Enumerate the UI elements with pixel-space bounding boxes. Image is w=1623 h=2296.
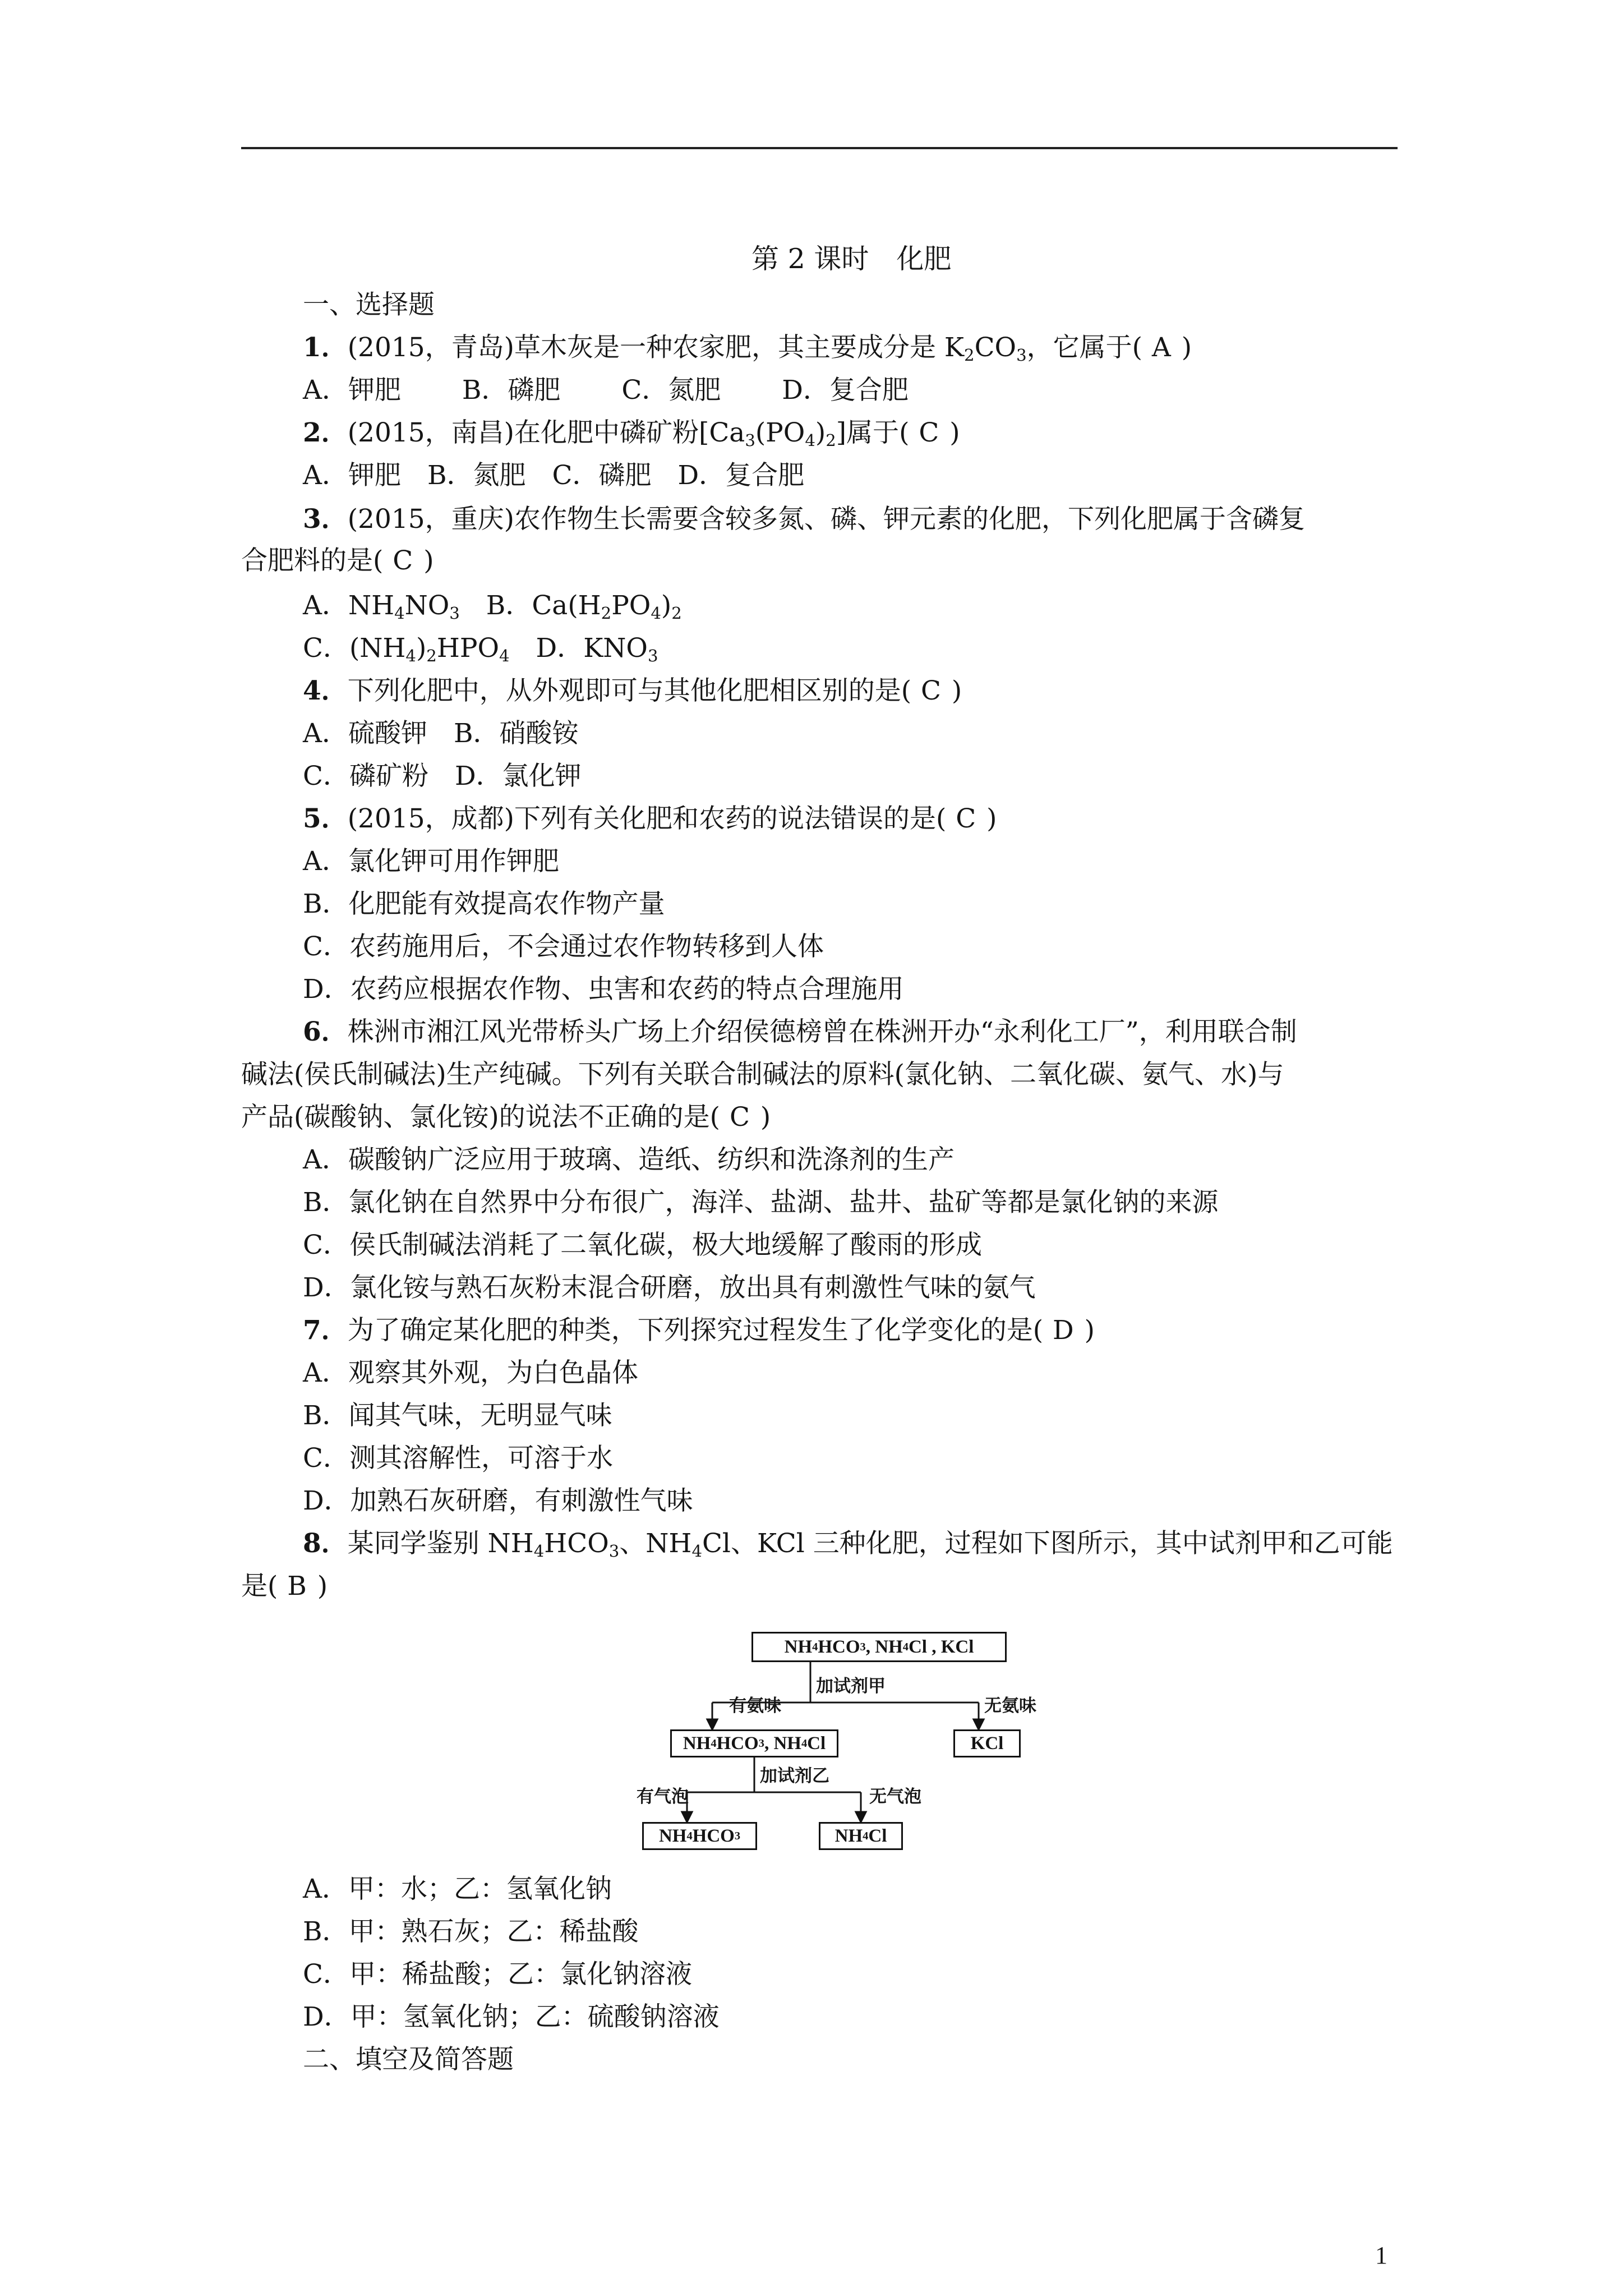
label-ammonia-smell: 有氨味 [729,1696,781,1716]
identification-flow-diagram [637,1630,1040,1857]
header-rule [241,147,1398,149]
label-add-reagent-yi: 加试剂乙 [760,1766,829,1786]
box-three-fertilizers: NH 4 HCO 3 , NH 4 Cl , KCl [751,1632,1007,1662]
question-3-cont: 合肥料的是( C ) [241,545,434,576]
answer-6: C [720,1102,760,1133]
question-3: 3．(2015，重庆)农作物生长需要含较多氮、磷、钾元素的化肥，下列化肥属于含磷复 [303,504,1305,535]
question-4: 4．下列化肥中，从外观即可与其他化肥相区别的是( C ) [303,675,962,706]
question-3-options-ab: A．$NH_4NO_3$ B．$Ca(H_2PO_4)_2$ [303,590,682,623]
question-5-option: C．农药施用后，不会通过农作物转移到人体 [303,931,824,962]
question-5-option: B．化肥能有效提高农作物产量 [303,889,665,919]
question-4-option-row: C．磷矿粉 D．氯化钾 [303,761,582,792]
question-6-option: D．氯化铵与熟石灰粉末混合研磨，放出具有刺激性气味的氨气 [303,1272,1036,1303]
answer-8: B [278,1571,317,1602]
question-8-option: A．甲：水；乙：氢氧化钠 [303,1874,612,1904]
answer-5: C [946,803,987,834]
question-1-options: A．钾肥 B．磷肥 C．氮肥 D．复合肥 [303,375,909,406]
answer-3: C [383,545,424,576]
question-6-cont: 碱法(侯氏制碱法)生产纯碱。下列有关联合制碱法的原料(氯化钠、二氧化碳、氨气、水)与 [241,1059,1284,1090]
section-heading-choice: 一、选择题 [303,289,435,320]
question-5-option: A．氯化钾可用作钾肥 [303,846,559,877]
question-6-cont: 产品(碳酸钠、氯化铵)的说法不正确的是( C ) [241,1102,771,1133]
question-6: 6．株洲市湘江风光带桥头广场上介绍侯德榜曾在株洲开办“永利化工厂”，利用联合制 [303,1016,1297,1047]
question-6-option: B．氯化钠在自然界中分布很广，海洋、盐湖、盐井、盐矿等都是氯化钠的来源 [303,1187,1219,1218]
question-4-option-row: A．硫酸钾 B．硝酸铵 [303,718,579,749]
question-2-options: A．钾肥 B．氮肥 C．磷肥 D．复合肥 [303,460,805,491]
box-kcl: KCl [953,1729,1021,1757]
box-nh4cl: NH 4 Cl [819,1822,903,1850]
box-two-ammonium-salts: NH 4 HCO 3 , NH 4 Cl [670,1729,838,1757]
question-7-option: C．测其溶解性，可溶于水 [303,1443,613,1474]
question-6-option: A．碳酸钠广泛应用于玻璃、造纸、纺织和洗涤剂的生产 [303,1144,955,1175]
page-number: 1 [1375,2242,1387,2269]
section-heading-fill: 二、填空及简答题 [303,2044,514,2075]
box-nh4hco3: NH 4 HCO 3 [642,1822,757,1850]
question-5-option: D．农药应根据农作物、虫害和农药的特点合理施用 [303,974,904,1005]
question-7-option: B．闻其气味，无明显气味 [303,1400,612,1431]
question-8: 8．某同学鉴别 $NH_4HCO_3$、$NH_4Cl$、KCl 三种化肥，过程如下图所示，其中试剂甲和乙可能 [303,1528,1393,1561]
question-1: 1．(2015，青岛)草木灰是一种农家肥，其主要成分是 $K_2CO_3$，它属于( A ) [303,332,1192,365]
question-7-option: D．加熟石灰研磨，有刺激性气味 [303,1485,693,1516]
answer-2: C [909,417,950,448]
question-3-options-cd: C．$(NH_4)_2HPO_4$ D．$KNO_3$ [303,633,658,666]
question-8-option: C．甲：稀盐酸；乙：氯化钠溶液 [303,1959,692,1990]
answer-4: C [911,675,952,706]
label-no-bubbles: 无气泡 [869,1787,921,1807]
question-7: 7．为了确定某化肥的种类，下列探究过程发生了化学变化的是( D ) [303,1315,1095,1346]
label-no-ammonia-smell: 无氨味 [984,1696,1036,1716]
label-add-reagent-jia: 加试剂甲 [816,1676,886,1696]
question-8-cont: 是( B ) [241,1571,328,1602]
question-6-option: C．侯氏制碱法消耗了二氧化碳，极大地缓解了酸雨的形成 [303,1230,982,1260]
question-7-option: A．观察其外观，为白色晶体 [303,1358,638,1388]
question-8-option: B．甲：熟石灰；乙：稀盐酸 [303,1916,639,1947]
label-bubbles: 有气泡 [637,1787,689,1807]
answer-7: D [1043,1315,1085,1346]
answer-1: A [1142,332,1182,363]
question-8-option: D．甲：氢氧化钠；乙：硫酸钠溶液 [303,2001,720,2032]
question-2: 2．(2015，南昌)在化肥中磷矿粉$[Ca_3(PO_4)_2]$属于( C ) [303,417,960,450]
lesson-title: 第 2 课时 化肥 [751,243,952,275]
question-5: 5．(2015，成都)下列有关化肥和农药的说法错误的是( C ) [303,803,997,834]
